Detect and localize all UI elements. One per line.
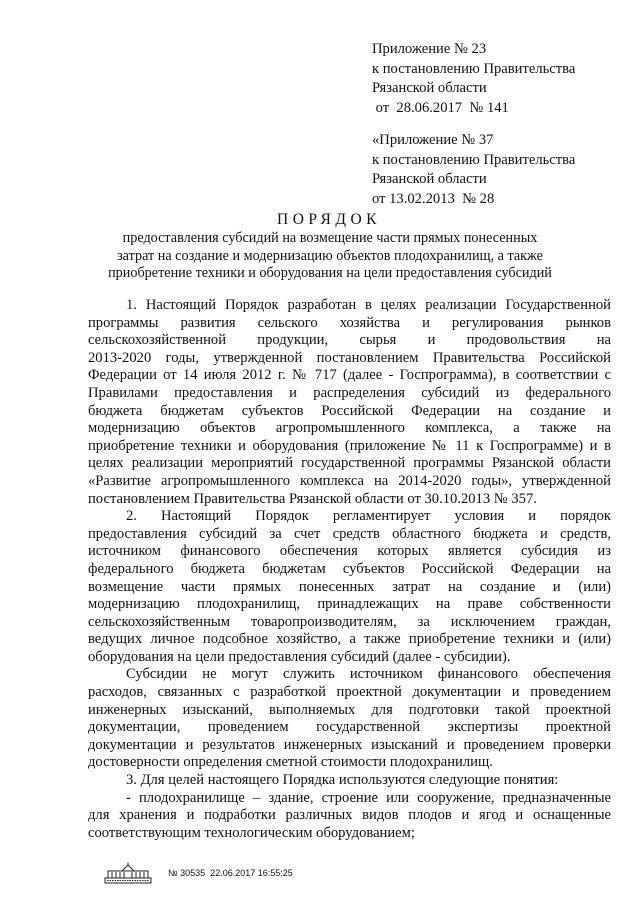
body-line: сельскохозяйственным товаропроизводителям, за исключением граждан, <box>88 613 611 630</box>
body-line: Субсидии не могут служить источником финансового обеспечения <box>126 666 611 683</box>
body-line: 2013-2020 годы, утвержденной постановлением Правительства Российской <box>88 349 611 366</box>
body-line: бюджета бюджетам субъектов Российской Федерации на создание и <box>88 402 611 419</box>
appendix-line: к постановлению Правительства <box>372 60 576 77</box>
body-line: 1. Настоящий Порядок разработан в целях реализации Государственной <box>126 297 611 313</box>
appendix-line: Приложение № 23 <box>372 41 487 57</box>
body-line: приобретение техники и оборудования (приложение № 11 к Госпрограмме) и в <box>88 437 611 454</box>
body-line: ведущих личное подсобное хозяйство, а также приобретение техники и (или) <box>88 631 611 648</box>
body-line: оборудования на цели предоставления субсидий (далее - субсидии). <box>88 648 511 665</box>
body-line: источником финансового обеспечения которых является субсидия из <box>88 543 611 560</box>
body-line: инженерных изысканий, выполняемых для подготовки такой проектной <box>88 701 611 718</box>
body-line: модернизацию объектов агропромышленного комплекса, а также на <box>88 420 611 437</box>
subtitle-line: предоставления субсидий на возмещение части прямых понесенных <box>122 230 538 246</box>
subtitle-line: приобретение техники и оборудования на цели предоставления субсидий <box>108 265 552 281</box>
body-line: документации, проведением государственной экспертизы проектной <box>88 719 611 736</box>
document-subtitle <box>60 230 600 283</box>
appendix-block-1 <box>372 40 575 118</box>
body-line: 2. Настоящий Порядок регламентирует условия и порядок <box>126 508 611 525</box>
appendix-line: от 28.06.2017 № 141 <box>372 99 509 116</box>
building-logo-icon <box>104 862 152 884</box>
appendix-block-2 <box>372 131 575 209</box>
body-line: «Развитие агропромышленного комплекса на 2014-2020 годы», утвержденной <box>88 472 611 489</box>
body-line: для хранения и подработки различных видов плодов и ягод и оснащенные <box>88 807 611 824</box>
body-line: программы развития сельского хозяйства и регулирования рынков <box>88 314 611 331</box>
subtitle-line: затрат на создание и модернизацию объектов плодохранилищ, а также <box>117 247 543 264</box>
appendix-line: Рязанской области <box>372 80 487 96</box>
body-line: Правилами предоставления и распределения субсидий из федерального <box>88 384 611 401</box>
body-line: целях реализации мероприятий государственной программы Рязанской области <box>88 455 611 472</box>
registration-stamp: № 30535 22.06.2017 16:55:25 <box>168 868 293 878</box>
appendix-line: «Приложение № 37 <box>372 132 494 148</box>
body-line: возмещение части прямых понесенных затрат на создание и (или) <box>88 578 611 595</box>
document-title: ПОРЯДОК <box>277 211 381 228</box>
appendix-line: Рязанской области <box>372 171 487 187</box>
body-line: 3. Для целей настоящего Порядка используются следующие понятия: <box>126 772 559 789</box>
body-line: расходов, связанных с разработкой проектной документации и проведением <box>88 684 611 701</box>
registration-footer <box>104 862 293 884</box>
body-line: документации и результатов инженерных изысканий и проведением проверки <box>88 736 611 753</box>
body-line: достоверности определения сметной стоимости плодохранилищ. <box>88 754 493 771</box>
appendix-line: к постановлению Правительства <box>372 151 576 168</box>
body-line: постановлением Правительства Рязанской области от 30.10.2013 № 357. <box>88 490 537 507</box>
body-line: сельскохозяйственной продукции, сырья и продовольствия на <box>88 332 611 349</box>
body-line: федерального бюджета бюджетам субъектов Российской Федерации на <box>88 560 611 577</box>
body-line: соответствующим технологическим оборудованием; <box>88 824 415 841</box>
body-line: - плодохранилище – здание, строение или сооружение, предназначенные <box>126 789 611 806</box>
document-body <box>88 297 611 842</box>
body-line: предоставления субсидий за счет средств областного бюджета и средств, <box>88 525 611 542</box>
body-line: модернизацию плодохранилищ, принадлежащих на праве собственности <box>88 596 611 613</box>
appendix-line: от 13.02.2013 № 28 <box>372 190 495 207</box>
body-line: Федерации от 14 июля 2012 г. № 717 (далее - Госпрограмма), в соответствии с <box>88 367 611 384</box>
